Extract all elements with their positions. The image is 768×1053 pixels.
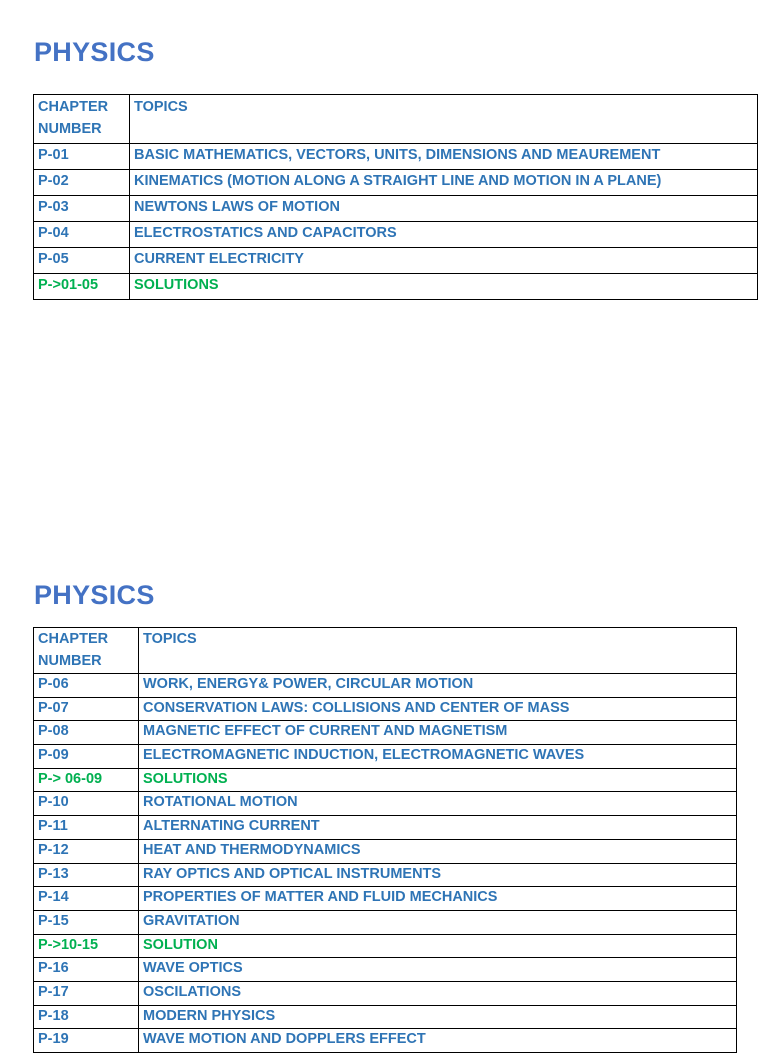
topic-cell: MAGNETIC EFFECT OF CURRENT AND MAGNETISM [139, 721, 737, 745]
chapter-number-cell: P-06 [34, 674, 139, 698]
topic-cell: ROTATIONAL MOTION [139, 792, 737, 816]
topic-cell: WAVE MOTION AND DOPPLERS EFFECT [139, 1029, 737, 1053]
header-chapter-number [34, 628, 139, 674]
table-row [34, 222, 758, 248]
chapter-number-cell: P->10-15 [34, 934, 139, 958]
header-chapter-line2: NUMBER [38, 121, 102, 137]
table-row [34, 981, 737, 1005]
table-row [34, 144, 758, 170]
section-title: PHYSICS [34, 580, 155, 610]
section-title: PHYSICS [34, 37, 155, 67]
chapter-number-cell: P->01-05 [34, 274, 130, 300]
chapter-number-cell: P-16 [34, 958, 139, 982]
topic-cell: ELECTROSTATICS AND CAPACITORS [130, 222, 758, 248]
chapter-number-cell: P-05 [34, 248, 130, 274]
header-chapter-line1: CHAPTER [38, 631, 109, 647]
topic-cell: GRAVITATION [139, 910, 737, 934]
table-header-row [34, 95, 758, 144]
topic-cell: KINEMATICS (MOTION ALONG A STRAIGHT LINE AND MOTION IN A PLANE) [130, 170, 758, 196]
table-row [34, 863, 737, 887]
topic-cell: HEAT AND THERMODYNAMICS [139, 839, 737, 863]
chapter-number-cell: P-18 [34, 1005, 139, 1029]
table-row [34, 792, 737, 816]
chapter-table [33, 627, 737, 1053]
topic-cell: RAY OPTICS AND OPTICAL INSTRUMENTS [139, 863, 737, 887]
topic-cell: ALTERNATING CURRENT [139, 816, 737, 840]
chapter-number-cell: P-09 [34, 745, 139, 769]
table-row [34, 248, 758, 274]
topic-cell: SOLUTIONS [130, 274, 758, 300]
header-topics [139, 628, 737, 674]
topic-cell: BASIC MATHEMATICS, VECTORS, UNITS, DIMENSIONS AND MEAUREMENT [130, 144, 758, 170]
topic-cell: CURRENT ELECTRICITY [130, 248, 758, 274]
table-row [34, 816, 737, 840]
chapter-number-cell: P-02 [34, 170, 130, 196]
header-topics-label: TOPICS [134, 99, 188, 115]
chapter-number-cell: P-10 [34, 792, 139, 816]
chapter-number-cell: P-08 [34, 721, 139, 745]
table-row [34, 958, 737, 982]
topic-cell: MODERN PHYSICS [139, 1005, 737, 1029]
chapter-number-cell: P-07 [34, 697, 139, 721]
chapter-number-cell: P-> 06-09 [34, 768, 139, 792]
table-row [34, 745, 737, 769]
table-row [34, 674, 737, 698]
chapter-number-cell: P-13 [34, 863, 139, 887]
topic-cell: PROPERTIES OF MATTER AND FLUID MECHANICS [139, 887, 737, 911]
chapter-number-cell: P-03 [34, 196, 130, 222]
table-row [34, 839, 737, 863]
chapter-number-cell: P-12 [34, 839, 139, 863]
chapter-number-cell: P-11 [34, 816, 139, 840]
chapter-table [33, 94, 758, 300]
header-topics [130, 95, 758, 144]
chapter-number-cell: P-15 [34, 910, 139, 934]
table-row [34, 697, 737, 721]
chapter-number-cell: P-01 [34, 144, 130, 170]
chapter-number-cell: P-14 [34, 887, 139, 911]
topic-cell: ELECTROMAGNETIC INDUCTION, ELECTROMAGNETIC WAVES [139, 745, 737, 769]
topic-cell: WORK, ENERGY& POWER, CIRCULAR MOTION [139, 674, 737, 698]
table-row [34, 196, 758, 222]
header-chapter-line2: NUMBER [38, 653, 102, 669]
topic-cell: WAVE OPTICS [139, 958, 737, 982]
topic-cell: CONSERVATION LAWS: COLLISIONS AND CENTER OF MASS [139, 697, 737, 721]
solution-row [34, 768, 737, 792]
table-row [34, 721, 737, 745]
table-row [34, 170, 758, 196]
table-row [34, 910, 737, 934]
header-chapter-number [34, 95, 130, 144]
topic-cell: SOLUTIONS [139, 768, 737, 792]
header-topics-label: TOPICS [143, 631, 197, 647]
table-row [34, 1029, 737, 1053]
topic-cell: NEWTONS LAWS OF MOTION [130, 196, 758, 222]
table-row [34, 1005, 737, 1029]
solution-row [34, 934, 737, 958]
table-row [34, 887, 737, 911]
chapter-number-cell: P-04 [34, 222, 130, 248]
chapter-number-cell: P-17 [34, 981, 139, 1005]
header-chapter-line1: CHAPTER [38, 99, 109, 115]
table-header-row [34, 628, 737, 674]
topic-cell: SOLUTION [139, 934, 737, 958]
topic-cell: OSCILATIONS [139, 981, 737, 1005]
chapter-number-cell: P-19 [34, 1029, 139, 1053]
solution-row [34, 274, 758, 300]
